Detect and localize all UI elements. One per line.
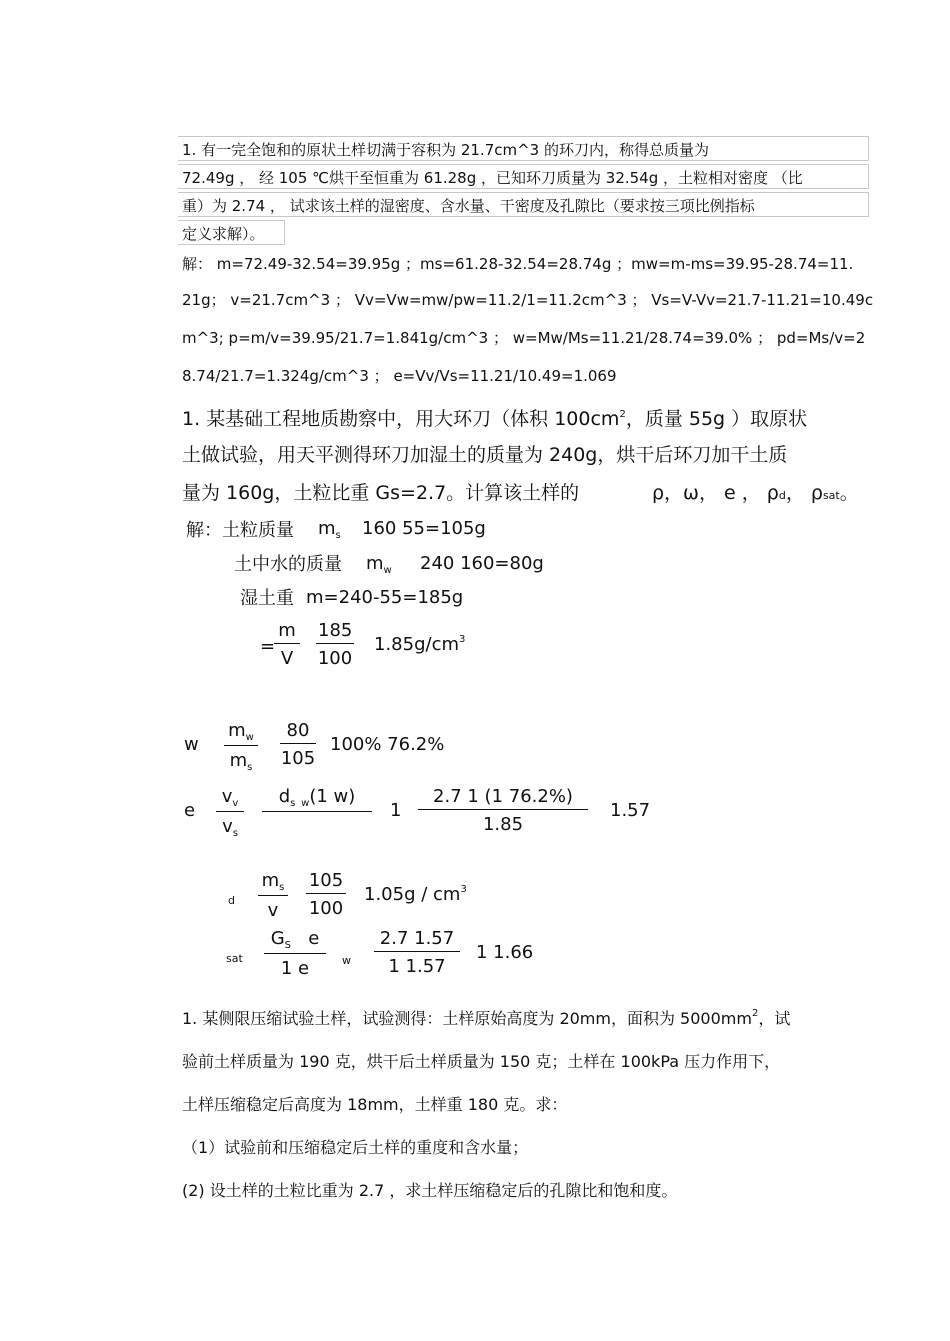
- problem1-line2: 72.49g ， 经 105 ℃烘干至恒重为 61.28g ，已知环刀质量为 32.54g ，土粒相对密度 （比: [182, 169, 803, 187]
- rho-d-result: $1.05g / cm^3$: [364, 884, 467, 905]
- e-result: 1.57: [610, 800, 651, 821]
- rho-fraction-mv: $\frac{m}{V}$: [274, 620, 300, 669]
- problem3-question2: (2) 设土样的土粒比重为 2.7 ，求土样压缩稳定后的孔隙比和饱和度。: [182, 1181, 678, 1200]
- e-fraction-formula: $d_s$ $_w$(1 w): [262, 786, 372, 837]
- problem3-line1: 1. 某侧限压缩试验土样，试验测得：土样原始高度为 20mm，面积为 $5000mm^2$，试: [182, 1008, 791, 1028]
- problem1-solution-line4: 8.74/21.7=1.324g/cm^3 ； e=Vv/Vs=11.21/10.49=1.069: [182, 367, 617, 385]
- rho-result: $1.85g/cm^3$: [374, 634, 466, 655]
- problem2-line1: 1. 某基础工程地质勘察中，用大环刀（体积 $100cm^2$，质量 55g ）取原状: [182, 408, 808, 430]
- rho-d-fraction-symbols: $\frac{m_s}{v}$: [258, 870, 288, 921]
- problem2-line3b: ρ，ω， e ， ρd， ρsat。: [652, 482, 859, 504]
- rho-d-fraction-values: $\frac{105}{100}$: [306, 870, 346, 919]
- m-expression: m=240-55=185g: [306, 587, 464, 608]
- problem1-line4: 定义求解）。: [182, 225, 265, 243]
- problem1-solution-line2: 21g； v=21.7cm^3 ； Vv=Vw=mw/pw=11.2/1=11.2cm^3 ； Vs=V-Vv=21.7-11.21=10.49c: [182, 291, 874, 309]
- problem3-line3: 土样压缩稳定后高度为 18mm，土样重 180 克。求：: [182, 1095, 568, 1114]
- e-minus-one: 1: [390, 800, 402, 821]
- w-result: 100% 76.2%: [330, 734, 445, 755]
- rho-fraction-values: $\frac{185}{100}$: [317, 620, 353, 669]
- problem1-line1: 1. 有一完全饱和的原状土样切满于容积为 21.7cm^3 的环刀内，称得总质量为: [182, 141, 709, 159]
- problem2-line2: 土做试验，用天平测得环刀加湿土的质量为 240g，烘干后环刀加干土质: [182, 444, 788, 466]
- problem3-question1: （1）试验前和压缩稳定后土样的重度和含水量；: [182, 1138, 529, 1157]
- rho-sat-fraction-values: $\frac{2.7 1.57}{1 1.57}$: [374, 928, 460, 977]
- ms-expression: 160 55=105g: [362, 518, 486, 539]
- e-fraction-values: $\frac{2.7 1 (1 76.2\%)}{1.85}$: [418, 786, 588, 835]
- rho-sat-symbol: sat: [226, 952, 243, 965]
- w-symbol: w: [184, 734, 199, 755]
- rho-sat-fraction-symbols: $\frac{G_S e}{1 e}$: [264, 928, 326, 979]
- w-fraction-symbols: $\frac{m_w}{m_s}$: [224, 720, 258, 773]
- problem1-solution-line3: m^3; p=m/v=39.95/21.7=1.841g/cm^3 ； w=Mw/Ms=11.21/28.74=39.0% ； pd=Ms/v=2: [182, 329, 866, 347]
- rho-sat-result: 1 1.66: [476, 942, 534, 963]
- solution-soil-particle-label: 解：土粒质量: [186, 520, 294, 541]
- rho-d-symbol: d: [228, 894, 235, 907]
- rho-equals: =: [260, 636, 276, 657]
- solution-wet-soil-label: 湿土重: [240, 588, 294, 609]
- problem2-line3a: 量为 160g，土粒比重 Gs=2.7。计算该土样的: [182, 482, 580, 504]
- problem3-line2: 验前土样质量为 190 克，烘干后土样质量为 150 克；土样在 100kPa 压力作用下，: [182, 1052, 781, 1071]
- solution-water-mass-label: 土中水的质量: [234, 554, 342, 575]
- e-symbol: e: [184, 800, 196, 821]
- mw-symbol: $m_w$: [366, 553, 392, 576]
- problem1-solution-line1: 解： m=72.49-32.54=39.95g ；ms=61.28-32.54=28.74g ；mw=m-ms=39.95-28.74=11.: [182, 255, 854, 273]
- ms-symbol: $m_s$: [318, 518, 341, 541]
- w-fraction-values: $\frac{80}{105}$: [280, 720, 316, 769]
- problem1-line3: 重）为 2.74 ， 试求该土样的湿密度、含水量、干密度及孔隙比（要求按三项比例指标: [182, 197, 755, 215]
- mw-expression: 240 160=80g: [420, 553, 544, 574]
- rho-sat-water-symbol: w: [342, 954, 351, 967]
- e-fraction-symbols: $\frac{v_v}{v_s}$: [216, 786, 244, 839]
